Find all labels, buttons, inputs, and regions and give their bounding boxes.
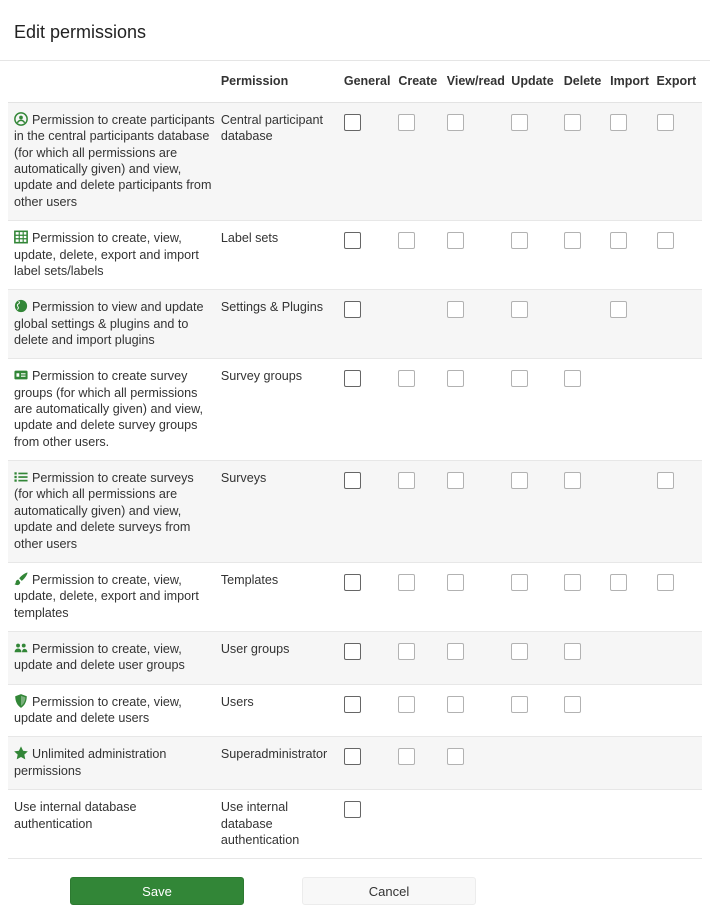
checkbox-label-sets-update[interactable]: [511, 232, 528, 249]
checkbox-settings-plugins-import[interactable]: [610, 301, 627, 318]
checkbox-settings-plugins-update[interactable]: [511, 301, 528, 318]
checkbox-cell-update: [508, 737, 560, 790]
checkbox-survey-groups-create[interactable]: [398, 370, 415, 387]
checkbox-cell-import: [607, 562, 653, 631]
column-header-delete: Delete: [561, 61, 607, 103]
checkbox-cell-view-read: [444, 684, 509, 737]
checkbox-cell-delete: [561, 737, 607, 790]
checkbox-cell-create: [395, 103, 443, 221]
table-row: [8, 631, 702, 684]
permission-name: Central participant database: [220, 113, 324, 144]
checkbox-survey-groups-general[interactable]: [344, 370, 361, 387]
permission-description: Unlimited administration permissions: [14, 747, 167, 778]
checkbox-cell-general: [341, 790, 395, 859]
permission-name-cell: [218, 790, 341, 859]
permission-name: User groups: [220, 641, 290, 656]
checkbox-cell-view-read: [444, 631, 509, 684]
table-icon: [14, 230, 28, 244]
checkbox-cell-create: [395, 290, 443, 359]
permission-description: Use internal database authentication: [14, 800, 137, 831]
checkbox-cell-export: [654, 221, 702, 290]
column-header-update: Update: [508, 61, 560, 103]
checkbox-cell-delete: [561, 684, 607, 737]
checkbox-cell-general: [341, 684, 395, 737]
checkbox-user-groups-view-read[interactable]: [447, 643, 464, 660]
permission-name-cell: [218, 737, 341, 790]
checkbox-cell-export: [654, 290, 702, 359]
checkbox-templates-export[interactable]: [657, 574, 674, 591]
checkbox-cell-general: [341, 631, 395, 684]
permissions-table-body: [8, 103, 702, 859]
checkbox-central-participant-database-view-read[interactable]: [447, 114, 464, 131]
checkbox-cell-export: [654, 790, 702, 859]
permission-name-cell: [218, 631, 341, 684]
list-panel-icon: [14, 368, 28, 382]
column-header-import: Import: [607, 61, 653, 103]
checkbox-cell-export: [654, 684, 702, 737]
checkbox-cell-create: [395, 562, 443, 631]
checkbox-users-update[interactable]: [511, 696, 528, 713]
column-header-permission: Permission: [218, 61, 341, 103]
checkbox-cell-create: [395, 684, 443, 737]
permission-description-cell: [8, 359, 218, 461]
checkbox-user-groups-delete[interactable]: [564, 643, 581, 660]
permission-name: Users: [220, 694, 254, 709]
permission-name: Use internal database authentication: [220, 800, 300, 847]
checkbox-cell-general: [341, 103, 395, 221]
modal-header: [0, 0, 710, 61]
cancel-button[interactable]: Cancel: [302, 877, 476, 905]
checkbox-templates-create[interactable]: [398, 574, 415, 591]
checkbox-cell-delete: [561, 790, 607, 859]
checkbox-cell-update: [508, 290, 560, 359]
permission-description-cell: [8, 290, 218, 359]
checkbox-cell-import: [607, 461, 653, 563]
checkbox-cell-create: [395, 631, 443, 684]
checkbox-cell-update: [508, 103, 560, 221]
permission-description: Permission to create, view, update, delete, export and import templates: [14, 572, 199, 620]
checkbox-central-participant-database-create[interactable]: [398, 114, 415, 131]
permission-description-cell: [8, 221, 218, 290]
table-row: [8, 737, 702, 790]
checkbox-cell-delete: [561, 359, 607, 461]
permission-name-cell: [218, 103, 341, 221]
checkbox-templates-general[interactable]: [344, 574, 361, 591]
checkbox-label-sets-export[interactable]: [657, 232, 674, 249]
checkbox-cell-export: [654, 103, 702, 221]
checkbox-cell-view-read: [444, 461, 509, 563]
checkbox-cell-delete: [561, 631, 607, 684]
checkbox-user-groups-update[interactable]: [511, 643, 528, 660]
checkbox-templates-delete[interactable]: [564, 574, 581, 591]
checkbox-cell-view-read: [444, 737, 509, 790]
checkbox-cell-export: [654, 359, 702, 461]
permission-name: Superadministrator: [220, 747, 328, 762]
checkbox-cell-import: [607, 631, 653, 684]
checkbox-cell-delete: [561, 461, 607, 563]
checkbox-user-groups-general[interactable]: [344, 643, 361, 660]
checkbox-cell-update: [508, 221, 560, 290]
checkbox-cell-view-read: [444, 290, 509, 359]
permission-name: Settings & Plugins: [220, 300, 324, 315]
checkbox-cell-delete: [561, 103, 607, 221]
table-row: [8, 290, 702, 359]
checkbox-surveys-create[interactable]: [398, 472, 415, 489]
checkbox-survey-groups-update[interactable]: [511, 370, 528, 387]
save-button[interactable]: Save: [70, 877, 244, 905]
checkbox-superadministrator-general[interactable]: [344, 748, 361, 765]
checkbox-cell-import: [607, 790, 653, 859]
permission-description-cell: [8, 461, 218, 563]
checkbox-user-groups-create[interactable]: [398, 643, 415, 660]
checkbox-cell-delete: [561, 290, 607, 359]
permission-name-cell: [218, 684, 341, 737]
checkbox-surveys-general[interactable]: [344, 472, 361, 489]
permission-description-cell: [8, 790, 218, 859]
checkbox-cell-create: [395, 790, 443, 859]
checkbox-cell-general: [341, 562, 395, 631]
checkbox-users-view-read[interactable]: [447, 696, 464, 713]
checkbox-cell-export: [654, 562, 702, 631]
checkbox-settings-plugins-general[interactable]: [344, 301, 361, 318]
column-header-view-read: View/read: [444, 61, 509, 103]
shield-icon: [14, 694, 28, 708]
checkbox-cell-export: [654, 737, 702, 790]
permission-name: Templates: [220, 572, 279, 587]
permission-description-cell: [8, 103, 218, 221]
checkbox-cell-import: [607, 103, 653, 221]
checkbox-settings-plugins-view-read[interactable]: [447, 301, 464, 318]
table-row: [8, 359, 702, 461]
checkbox-surveys-delete[interactable]: [564, 472, 581, 489]
checkbox-cell-update: [508, 790, 560, 859]
permission-name-cell: [218, 221, 341, 290]
permission-name-cell: [218, 461, 341, 563]
checkbox-cell-general: [341, 737, 395, 790]
column-header-general: General: [341, 61, 395, 103]
checkbox-cell-export: [654, 631, 702, 684]
checkbox-cell-import: [607, 737, 653, 790]
checkbox-cell-import: [607, 290, 653, 359]
checkbox-templates-import[interactable]: [610, 574, 627, 591]
list-icon: [14, 470, 28, 484]
checkbox-users-general[interactable]: [344, 696, 361, 713]
checkbox-label-sets-delete[interactable]: [564, 232, 581, 249]
checkbox-label-sets-general[interactable]: [344, 232, 361, 249]
checkbox-cell-create: [395, 221, 443, 290]
permission-description: Permission to create survey groups (for which all permissions are automatically given) and view, update and delete survey groups from other users.: [14, 369, 204, 449]
checkbox-surveys-view-read[interactable]: [447, 472, 464, 489]
checkbox-cell-delete: [561, 221, 607, 290]
checkbox-cell-view-read: [444, 790, 509, 859]
checkbox-cell-create: [395, 461, 443, 563]
user-circle-icon: [14, 112, 28, 126]
checkbox-templates-update[interactable]: [511, 574, 528, 591]
globe-icon: [14, 299, 28, 313]
permission-description: Permission to create, view, update and delete users: [14, 694, 182, 726]
paintbrush-icon: [14, 572, 28, 586]
checkbox-survey-groups-delete[interactable]: [564, 370, 581, 387]
checkbox-cell-update: [508, 461, 560, 563]
star-icon: [14, 746, 28, 760]
checkbox-superadministrator-view-read[interactable]: [447, 748, 464, 765]
permission-description: Permission to view and update global settings & plugins and to delete and import plugins: [14, 300, 204, 347]
table-row: [8, 790, 702, 859]
page-title: Edit permissions: [14, 22, 147, 42]
checkbox-survey-groups-view-read[interactable]: [447, 370, 464, 387]
checkbox-cell-export: [654, 461, 702, 563]
permission-description: Permission to create participants in the central participants database (for which all permissions are automatically given) and view, update and delete participants from other users: [14, 113, 215, 209]
checkbox-users-create[interactable]: [398, 696, 415, 713]
checkbox-central-participant-database-update[interactable]: [511, 114, 528, 131]
checkbox-cell-create: [395, 359, 443, 461]
table-header-row: [8, 61, 702, 103]
checkbox-cell-view-read: [444, 221, 509, 290]
checkbox-surveys-update[interactable]: [511, 472, 528, 489]
checkbox-users-delete[interactable]: [564, 696, 581, 713]
column-header-export: Export: [654, 61, 702, 103]
checkbox-cell-general: [341, 359, 395, 461]
checkbox-cell-update: [508, 684, 560, 737]
checkbox-use-internal-database-authentication-general[interactable]: [344, 801, 361, 818]
checkbox-cell-view-read: [444, 562, 509, 631]
permission-description: Permission to create, view, update and delete user groups: [14, 641, 185, 673]
permission-name: Surveys: [220, 471, 267, 486]
checkbox-cell-import: [607, 359, 653, 461]
user-group-icon: [14, 641, 28, 655]
checkbox-central-participant-database-general[interactable]: [344, 114, 361, 131]
checkbox-label-sets-view-read[interactable]: [447, 232, 464, 249]
table-row: [8, 221, 702, 290]
checkbox-cell-update: [508, 562, 560, 631]
checkbox-cell-import: [607, 221, 653, 290]
checkbox-cell-general: [341, 290, 395, 359]
checkbox-superadministrator-create[interactable]: [398, 748, 415, 765]
checkbox-surveys-export[interactable]: [657, 472, 674, 489]
permissions-table: [8, 61, 702, 859]
checkbox-central-participant-database-export[interactable]: [657, 114, 674, 131]
permission-name-cell: [218, 290, 341, 359]
column-header-create: Create: [395, 61, 443, 103]
permission-description: Permission to create surveys (for which all permissions are automatically given) and view, update and delete surveys from other users: [14, 471, 194, 551]
permission-description-cell: [8, 684, 218, 737]
permission-description-cell: [8, 631, 218, 684]
checkbox-cell-view-read: [444, 103, 509, 221]
checkbox-central-participant-database-import[interactable]: [610, 114, 627, 131]
table-row: [8, 562, 702, 631]
permission-name: Label sets: [220, 231, 279, 246]
checkbox-cell-update: [508, 631, 560, 684]
checkbox-cell-import: [607, 684, 653, 737]
table-row: [8, 461, 702, 563]
table-row: [8, 684, 702, 737]
checkbox-cell-delete: [561, 562, 607, 631]
checkbox-cell-create: [395, 737, 443, 790]
checkbox-cell-update: [508, 359, 560, 461]
checkbox-templates-view-read[interactable]: [447, 574, 464, 591]
modal-footer: [70, 877, 710, 905]
checkbox-central-participant-database-delete[interactable]: [564, 114, 581, 131]
checkbox-cell-general: [341, 221, 395, 290]
permission-name: Survey groups: [220, 369, 303, 384]
permission-description-cell: [8, 737, 218, 790]
permission-description-cell: [8, 562, 218, 631]
table-row: [8, 103, 702, 221]
checkbox-cell-view-read: [444, 359, 509, 461]
checkbox-cell-general: [341, 461, 395, 563]
checkbox-label-sets-import[interactable]: [610, 232, 627, 249]
permission-name-cell: [218, 562, 341, 631]
permission-description: Permission to create, view, update, delete, export and import label sets/labels: [14, 231, 199, 278]
permission-name-cell: [218, 359, 341, 461]
column-header-description: [8, 61, 218, 103]
checkbox-label-sets-create[interactable]: [398, 232, 415, 249]
